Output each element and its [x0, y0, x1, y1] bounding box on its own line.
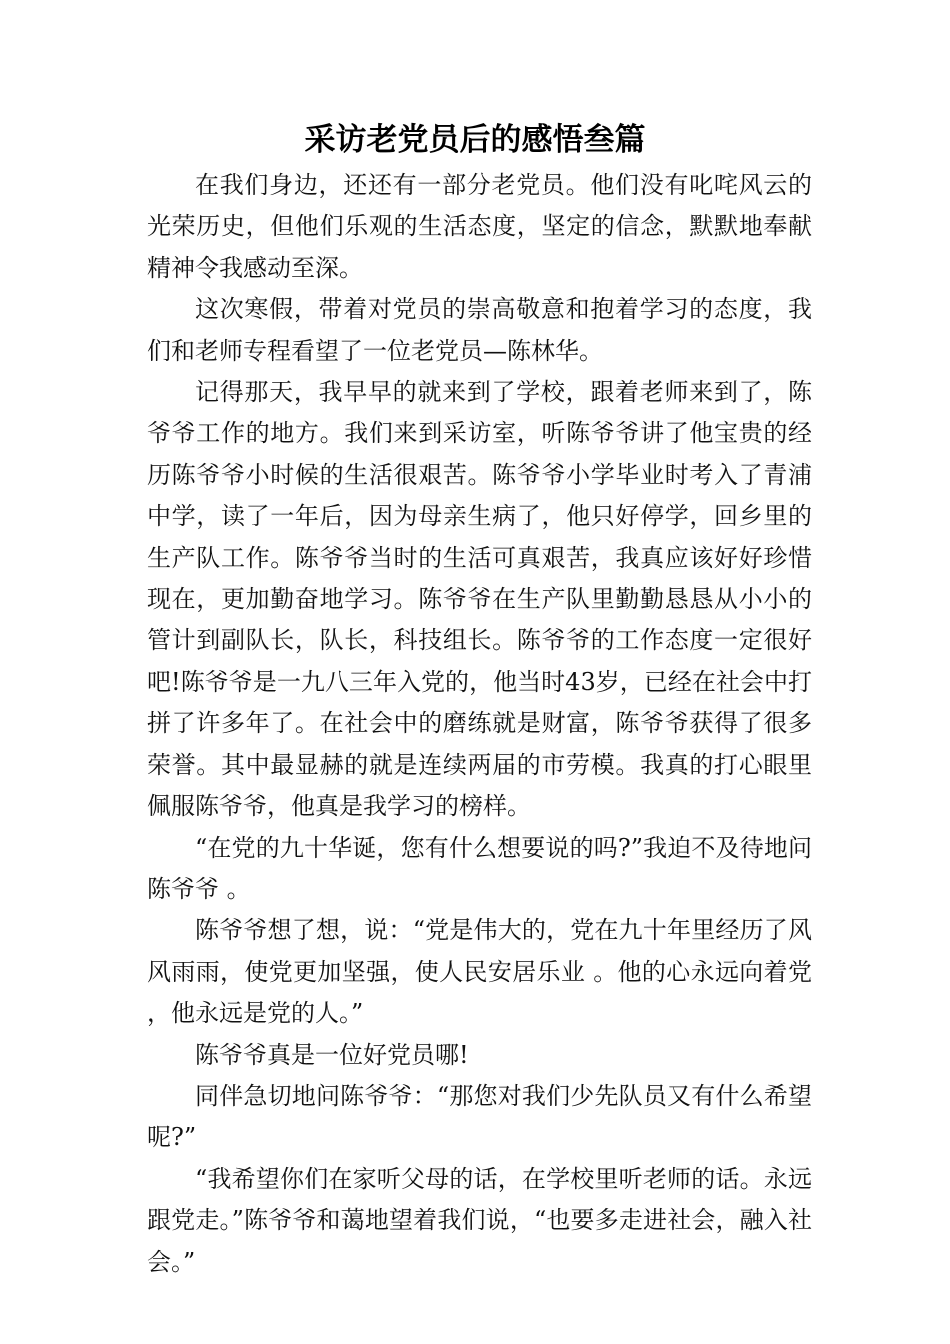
paragraph: “我希望你们在家听父母的话，在学校里听老师的话。永远跟党走。”陈爷爷和蔼地望着我们说，“也要多走进社会，融入社会。”: [147, 1164, 812, 1276]
document-body: [147, 165, 812, 1283]
document-title: 采访老党员后的感悟叁篇: [304, 122, 646, 158]
paragraph: 这次寒假，带着对党员的崇高敬意和抱着学习的态度，我们和老师专程看望了一位老党员—陈林华。: [147, 295, 812, 365]
paragraph: 记得那天，我早早的就来到了学校，跟着老师来到了，陈爷爷工作的地方。我们来到采访室，听陈爷爷讲了他宝贵的经历陈爷爷小时候的生活很艰苦。陈爷爷小学毕业时考入了青浦中学，读了一年后，因为母亲生病了，他只好停学，回乡里的生产队工作。陈爷爷当时的生活可真艰苦，我真应该好好珍惜现在，更加勤奋地学习。陈爷爷在生产队里勤勤恳恳从小小的管计到副队长，队长，科技组长。陈爷爷的工作态度一定很好吧!陈爷爷是一九八三年入党的，他当时43岁，已经在社会中打拼了许多年了。在社会中的磨练就是财富，陈爷爷获得了很多荣誉。其中最显赫的就是连续两届的市劳模。我真的打心眼里佩服陈爷爷，他真是我学习的榜样。: [147, 378, 812, 821]
paragraph: 在我们身边，还还有一部分老党员。他们没有叱咤风云的光荣历史，但他们乐观的生活态度，坚定的信念，默默地奉献精神令我感动至深。: [147, 171, 812, 282]
paragraph: 陈爷爷真是一位好党员哪!: [195, 1040, 469, 1069]
paragraph: 同伴急切地问陈爷爷：“那您对我们少先队员又有什么希望呢?”: [147, 1081, 812, 1152]
paragraph: “在党的九十华诞，您有什么想要说的吗?”我迫不及待地问陈爷爷 。: [147, 833, 812, 903]
paragraph: 陈爷爷想了想，说：“党是伟大的，党在九十年里经历了风风雨雨，使党更加坚强，使人民安居乐业 。他的心永远向着党 ，他永远是党的人。”: [147, 916, 812, 1028]
